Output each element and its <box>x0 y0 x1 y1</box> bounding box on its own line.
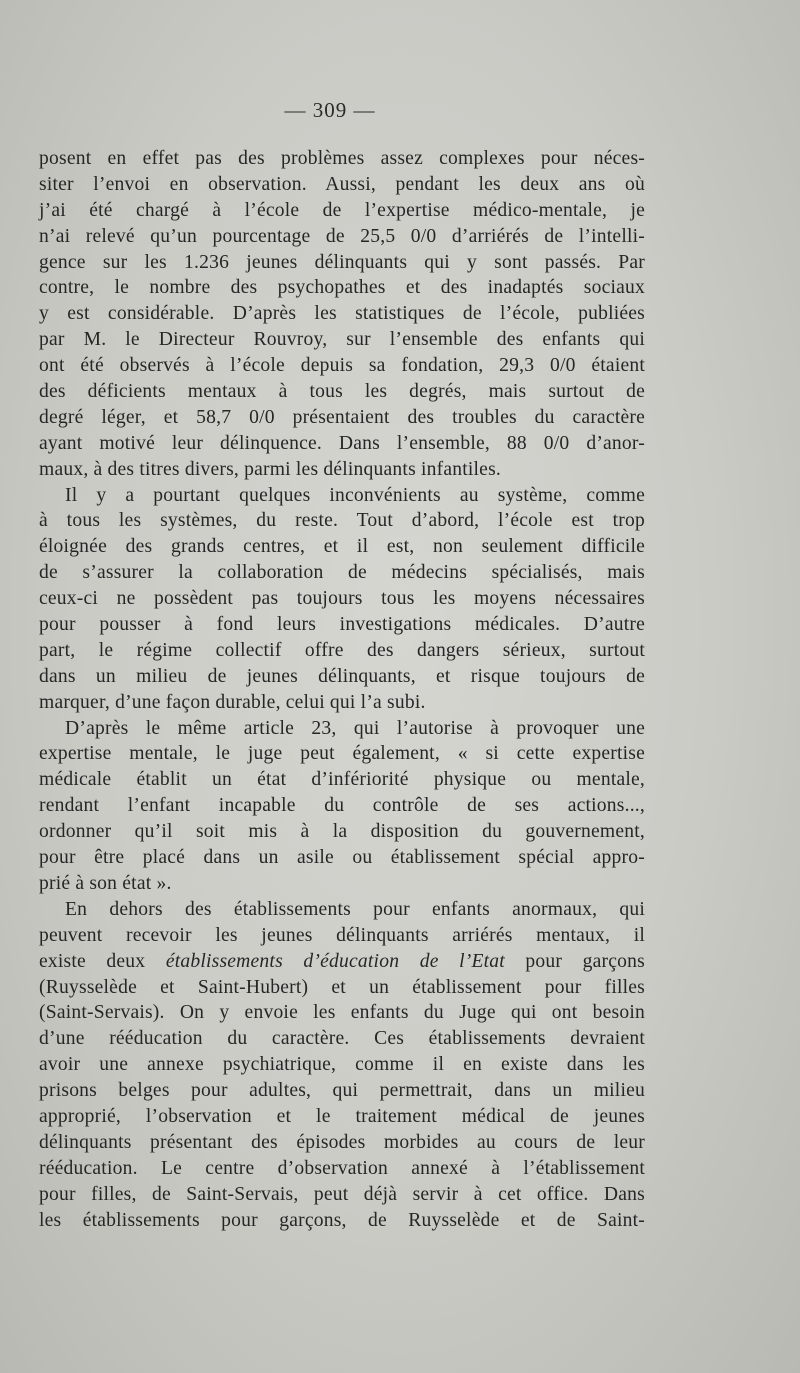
page-number: — 309 — <box>284 98 376 122</box>
text-line: approprié, l’observation et le traitement médical de jeunes <box>39 1105 645 1127</box>
text-line: prié à son état ». <box>39 872 172 894</box>
text-line: En dehors des établissements pour enfants anormaux, qui <box>65 898 645 920</box>
text-line: expertise mentale, le juge peut également, « si cette expertise <box>39 743 645 765</box>
text-line: contre, le nombre des psychopathes et des inadaptés sociaux <box>39 277 645 299</box>
text-line: rééducation. Le centre d’observation annexé à l’établissement <box>39 1157 645 1179</box>
text-line: peuvent recevoir les jeunes délinquants arriérés mentaux, il <box>39 924 645 946</box>
text-line: délinquants présentant des épisodes morbides au cours de leur <box>39 1131 645 1153</box>
text-line: D’après le même article 23, qui l’autorise à provoquer une <box>65 717 645 739</box>
text-line: pour être placé dans un asile ou établissement spécial appro- <box>39 847 645 869</box>
text-line: médicale établit un état d’infériorité physique ou mentale, <box>39 769 645 791</box>
body-text <box>39 146 645 1233</box>
text-line: maux, à des titres divers, parmi les délinquants infantiles. <box>39 458 502 480</box>
text-line: ont été observés à l’école depuis sa fondation, 29,3 0/0 étaient <box>39 355 645 377</box>
text-line: (Saint-Servais). On y envoie les enfants du Juge qui ont besoin <box>39 1002 645 1024</box>
text-line: ordonner qu’il soit mis à la disposition du gouvernement, <box>39 821 645 843</box>
text-line: ceux-ci ne possèdent pas toujours tous les moyens nécessaires <box>39 588 645 610</box>
text-line: existe deux établissements d’éducation de l’Etat pour garçons <box>39 950 645 972</box>
text-line: prisons belges pour adultes, qui permettrait, dans un milieu <box>39 1080 645 1102</box>
text-line: j’ai été chargé à l’école de l’expertise médico-mentale, je <box>39 199 645 221</box>
text-line: d’une rééducation du caractère. Ces établissements devraient <box>39 1028 645 1050</box>
text-line: posent en effet pas des problèmes assez complexes pour néces- <box>39 148 645 169</box>
text-line: avoir une annexe psychiatrique, comme il en existe dans les <box>39 1054 645 1076</box>
text-line: gence sur les 1.236 jeunes délinquants qui y sont passés. Par <box>39 251 645 273</box>
text-line: y est considérable. D’après les statistiques de l’école, publiées <box>39 303 645 325</box>
italic-phrase: établissements d’éducation de l’Etat <box>165 950 505 972</box>
text-line: pour filles, de Saint-Servais, peut déjà servir à cet office. Dans <box>39 1183 645 1205</box>
text-line: des déficients mentaux à tous les degrés, mais surtout de <box>39 381 645 403</box>
text-line: n’ai relevé qu’un pourcentage de 25,5 0/0 d’arriérés de l’intelli- <box>39 225 645 247</box>
text-line: les établissements pour garçons, de Ruysselède et de Saint- <box>39 1209 645 1231</box>
text-line: par M. le Directeur Rouvroy, sur l’ensemble des enfants qui <box>39 329 645 351</box>
text-line: rendant l’enfant incapable du contrôle de ses actions..., <box>39 795 645 817</box>
text-line: ayant motivé leur délinquence. Dans l’ensemble, 88 0/0 d’anor- <box>39 432 645 454</box>
text-line: à tous les systèmes, du reste. Tout d’abord, l’école est trop <box>39 510 645 532</box>
text-line: dans un milieu de jeunes délinquants, et risque toujours de <box>39 665 645 687</box>
text-line: degré léger, et 58,7 0/0 présentaient des troubles du caractère <box>39 406 645 428</box>
text-line: pour pousser à fond leurs investigations médicales. D’autre <box>39 614 645 636</box>
text-line: Il y a pourtant quelques inconvénients au système, comme <box>65 484 645 506</box>
text-line: marquer, d’une façon durable, celui qui l’a subi. <box>39 691 426 713</box>
text-line: siter l’envoi en observation. Aussi, pendant les deux ans où <box>39 173 645 195</box>
text-line: de s’assurer la collaboration de médecins spécialisés, mais <box>39 562 645 584</box>
text-line: part, le régime collectif offre des dangers sérieux, surtout <box>39 639 645 661</box>
text-line: éloignée des grands centres, et il est, non seulement difficile <box>39 536 645 558</box>
text-line: (Ruysselède et Saint-Hubert) et un établissement pour filles <box>39 976 645 998</box>
